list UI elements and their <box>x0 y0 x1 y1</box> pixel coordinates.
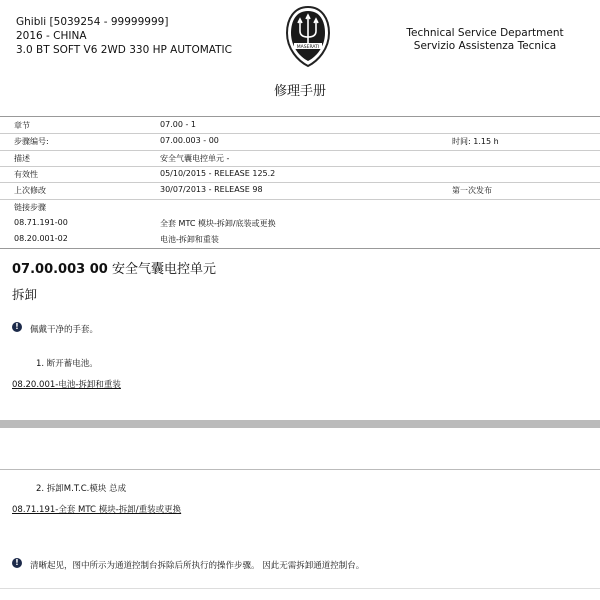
warning-icon: ! <box>12 322 22 332</box>
vehicle-model: Ghibli [5039254 - 99999999] <box>16 16 169 28</box>
table-row <box>0 182 600 197</box>
row-value: 安全气囊电控单元 - <box>160 153 230 163</box>
row-extra: 时间: 1.15 h <box>452 137 499 147</box>
row-value: 30/07/2013 - RELEASE 98 <box>160 185 263 195</box>
table-row <box>0 231 600 246</box>
warning-icon: ! <box>12 558 22 568</box>
manual-title: 修理手册 <box>273 84 326 99</box>
step-1: 1. 断开蓄电池。 <box>36 359 98 369</box>
department-info <box>400 27 570 53</box>
row-value: 07.00 - 1 <box>160 120 196 129</box>
row-value: 05/10/2015 - RELEASE 125.2 <box>160 168 276 178</box>
procedure-heading <box>12 258 216 277</box>
department-en: Technical Service Department <box>406 27 564 39</box>
row-label: 链接步骤 <box>14 202 46 212</box>
table-row <box>0 150 600 165</box>
table-row <box>0 215 600 230</box>
section-title: 拆卸 <box>12 287 38 302</box>
bottom-rule <box>0 588 600 589</box>
step-2-link[interactable]: 08.71.191-全套 MTC 模块-拆卸/重装或更换 <box>12 505 182 515</box>
table-row <box>0 166 600 181</box>
page-top-rule <box>0 469 600 470</box>
row-label: 章节 <box>14 121 30 130</box>
table-row <box>0 133 600 148</box>
warning-text: 清晰起见，图中所示为通道控制台拆除后所执行的操作步骤。 因此无需拆卸通道控制台。 <box>30 561 365 571</box>
vehicle-info <box>16 15 232 57</box>
warning-text: 佩戴干净的手套。 <box>30 325 99 335</box>
department-it: Servizio Assistenza Tecnica <box>413 40 557 52</box>
row-value: 07.00.003 - 00 <box>160 136 219 146</box>
row-label: 步骤编号: <box>14 137 49 147</box>
row-label: 08.71.191-00 <box>14 217 68 227</box>
table-row <box>0 199 600 214</box>
row-value: 电池-拆卸和重装 <box>160 235 219 245</box>
procedure-code: 07.00.003 00 <box>12 262 108 277</box>
procedure-name: 安全气囊电控单元 <box>111 262 216 277</box>
row-extra: 第一次发布 <box>452 186 492 196</box>
row-label: 描述 <box>14 153 30 163</box>
vehicle-year-market: 2016 - CHINA <box>16 30 87 42</box>
row-value: 全套 MTC 模块-拆卸/底装或更换 <box>160 218 276 228</box>
step-1-link[interactable]: 08.20.001-电池-拆卸和重装 <box>12 380 121 390</box>
table-bottom-rule <box>0 248 600 249</box>
page-break <box>0 420 600 428</box>
vehicle-engine: 3.0 BT SOFT V6 2WD 330 HP AUTOMATIC <box>16 44 232 56</box>
maserati-logo <box>284 5 332 68</box>
row-label: 08.20.001-02 <box>14 234 68 244</box>
logo-text: MASERATI <box>296 45 320 50</box>
step-2: 2. 拆卸M.T.C.模块 总成 <box>36 484 127 494</box>
table-row <box>0 117 600 132</box>
row-label: 有效性 <box>14 169 38 179</box>
row-label: 上次修改 <box>14 186 46 196</box>
